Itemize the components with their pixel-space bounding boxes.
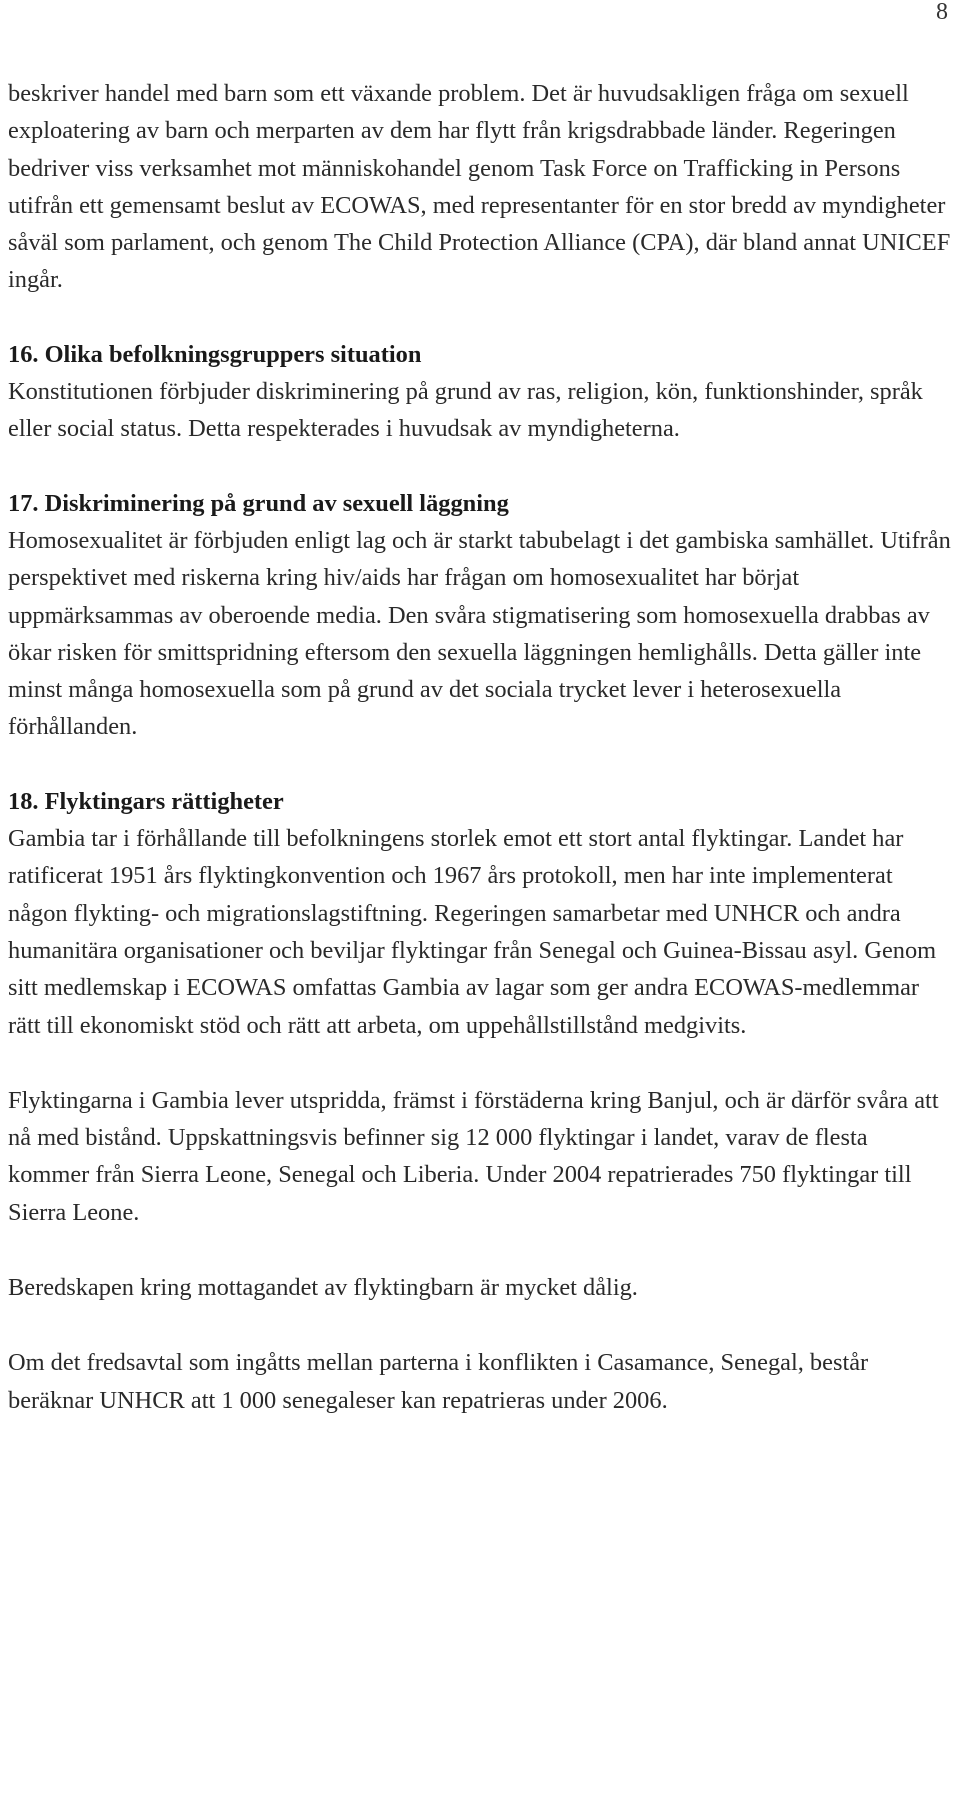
section-17-paragraph-1: Homosexualitet är förbjuden enligt lag och är starkt tabubelagt i det gambiska samhället. Utifrån perspektivet med riskerna kring hiv/aids har frågan om homosexualitet har börjat uppmärksammas av oberoende media. Den svåra stigmatisering som homosexuella drabbas av ökar risken för smittspridning eftersom den sexuella läggningen hemlighålls. Detta gäller inte minst många homosexuella som på grund av det sociala trycket lever i heterosexuella förhållanden. [8, 526, 951, 741]
page-number: 8 [936, 0, 948, 25]
intro-paragraph: beskriver handel med barn som ett växande problem. Det är huvudsakligen fråga om sexuell exploatering av barn och merparten av dem har flytt från krigsdrabbade länder. Regeringen bedriver viss verksamhet mot människohandel genom Task Force on Trafficking in Persons utifrån ett gemensamt beslut av ECOWAS, med representanter för en stor bredd av myndigheter såväl som parlament, och genom The Child Protection Alliance (CPA), där bland annat UNICEF ingår. [8, 80, 951, 294]
section-18-paragraph-1: Gambia tar i förhållande till befolkningens storlek emot ett stort antal flyktingar. Landet har ratificerat 1951 års flyktingkonvention och 1967 års protokoll, men har inte implementerat någon flykting- och migrationslagstiftning. Regeringen samarbetar med UNHCR och andra humanitära organisationer och beviljar flyktingar från Senegal och Guinea-Bissau asyl. Genom sitt medlemskap i ECOWAS omfattas Gambia av lagar som ger andra ECOWAS-medlemmar rätt till ekonomiskt stöd och rätt att arbeta, om uppehållstillstånd medgivits. [8, 825, 937, 1039]
section-heading-17: 17. Diskriminering på grund av sexuell läggning [8, 489, 509, 517]
section-18-paragraph-3: Beredskapen kring mottagandet av flyktingbarn är mycket dålig. [8, 1274, 638, 1302]
section-heading-16: 16. Olika befolkningsgruppers situation [8, 340, 422, 368]
section-18-paragraph-2: Flyktingarna i Gambia lever utspridda, främst i förstäderna kring Banjul, och är därför svåra att nå med bistånd. Uppskattningsvis befinner sig 12 000 flyktingar i landet, varav de flesta kommer från Sierra Leone, Senegal och Liberia. Under 2004 repatrierades 750 flyktingar till Sierra Leone. [8, 1086, 939, 1226]
section-16-paragraph-1: Konstitutionen förbjuder diskriminering på grund av ras, religion, kön, funktionshinder, språk eller social status. Detta respekterades i huvudsak av myndigheterna. [8, 378, 923, 443]
page-content [8, 75, 953, 1419]
section-18-paragraph-4: Om det fredsavtal som ingåtts mellan parterna i konflikten i Casamance, Senegal, består beräknar UNHCR att 1 000 senegaleser kan repatrieras under 2006. [8, 1349, 869, 1414]
section-heading-18: 18. Flyktingars rättigheter [8, 787, 284, 815]
